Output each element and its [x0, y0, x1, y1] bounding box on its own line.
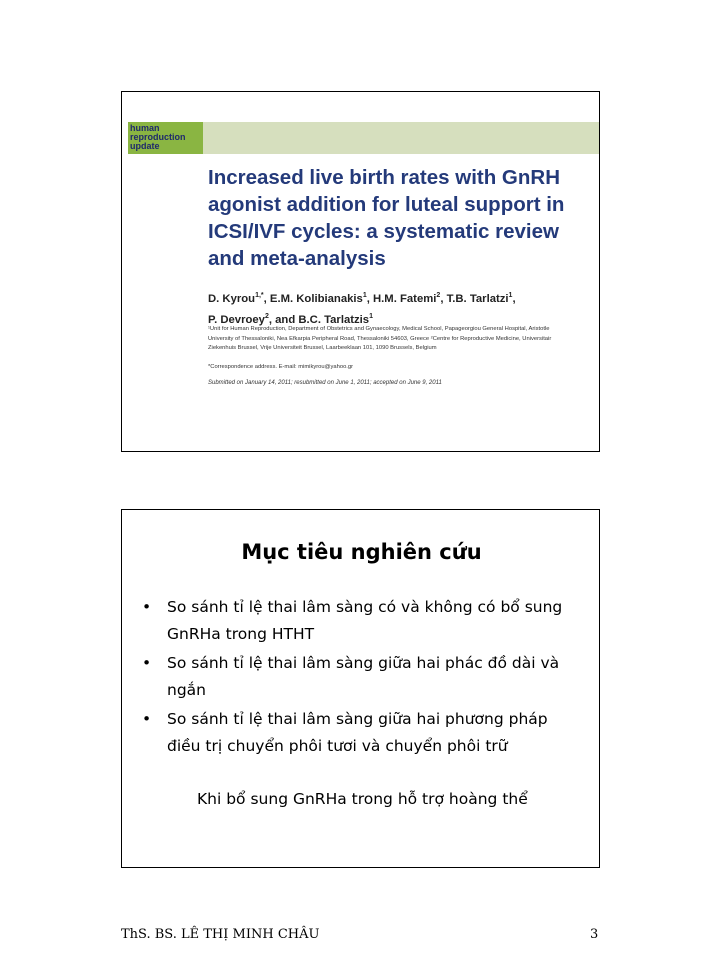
author-sup: 1	[369, 312, 373, 320]
journal-name-line: reproduction	[130, 132, 186, 142]
list-item	[140, 650, 580, 703]
journal-name-line: update	[130, 141, 160, 151]
author-name: D. Kyrou	[208, 292, 256, 305]
list-item-text: So sánh tỉ lệ thai lâm sàng giữa hai phác đồ dài và ngắn	[167, 654, 560, 699]
correspondence-address: *Correspondence address. E-mail: mimikyrou@yahoo.gr	[208, 364, 354, 370]
slide-title: Mục tiêu nghiên cứu	[241, 540, 482, 564]
author-name: , T.B. Tarlatzi	[440, 292, 509, 305]
bullet-icon: •	[142, 598, 152, 616]
footer-author: ThS. BS. LÊ THỊ MINH CHÂU	[121, 927, 320, 942]
bullet-icon: •	[142, 654, 152, 672]
paper-authors	[208, 287, 598, 329]
affiliations: ¹Unit for Human Reproduction, Department of Obstetrics and Gynaecology, Medical School, Papageorgiou General Hospital, Aristotle University of Thessaloniki, Nea Efkarpia Peripheral Road, Thessaloniki 54603, Greece ²Centre for Reproductive Medicine, Universitair Ziekenhuis Brussel, Vrije Universiteit Brussel, Laarbeeklaan 101, 1090 Brussels, Belgium	[208, 326, 552, 351]
list-item-text: So sánh tỉ lệ thai lâm sàng giữa hai phương pháp điều trị chuyển phôi tươi và chuyển phôi trữ	[167, 710, 548, 755]
list-item	[140, 706, 580, 759]
slide-journal-page	[121, 91, 600, 452]
objective-list	[140, 594, 580, 762]
bullet-icon: •	[142, 710, 152, 728]
author-name: , H.M. Fatemi	[366, 292, 437, 305]
authors-line-1: D. Kyrou$^{1,*}$, E.M. Kolibianakis$^1$, H.M. Fatemi$^2$, T.B. Tarlatzi$^1$,	[208, 292, 516, 305]
objective-note: Khi bổ sung GnRHa trong hỗ trợ hoàng thể	[197, 790, 528, 808]
author-sup: 1	[508, 292, 513, 299]
author-name: , E.M. Kolibianakis	[263, 292, 363, 305]
journal-logo	[128, 122, 203, 154]
submission-dates: Submitted on January 14, 2011; resubmitted on June 1, 2011; accepted on June 9, 2011	[208, 380, 442, 386]
paper-title: Increased live birth rates with GnRH agonist addition for luteal support in ICSI/IVF cycles: a systematic review and meta-analysis	[208, 166, 565, 270]
author-sup: 2	[264, 312, 269, 320]
author-sup: 2	[436, 292, 441, 299]
author-sup: 1	[362, 292, 367, 299]
author-sup: 1,*	[255, 292, 264, 299]
slide-objectives	[121, 509, 600, 868]
list-item-text: So sánh tỉ lệ thai lâm sàng có và không có bổ sung GnRHa trong HTHT	[167, 598, 563, 643]
author-name: , and B.C. Tarlatzis	[268, 313, 370, 326]
list-item	[140, 594, 580, 647]
author-name: P. Devroey	[208, 313, 265, 326]
journal-name-line: human	[130, 123, 160, 133]
page-number: 3	[590, 927, 599, 942]
